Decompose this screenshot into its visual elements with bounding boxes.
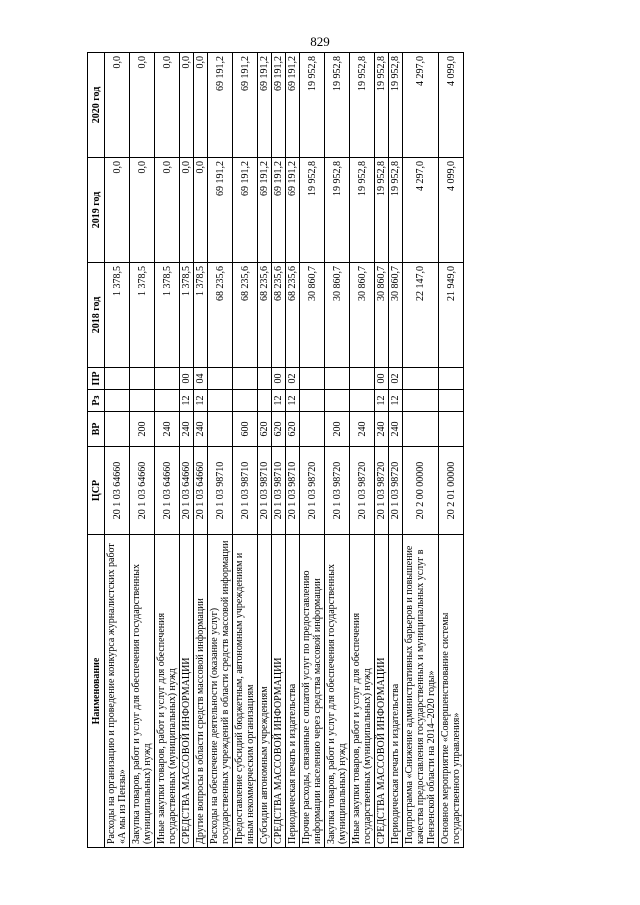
row-csr: 20 1 03 98710 [258,447,272,535]
row-csr: 20 2 00 00000 [403,447,439,535]
row-rz [325,390,350,412]
row-2020: 19 952,8 [350,53,375,158]
row-2019: 69 191,2 [258,158,272,263]
row-vr [300,412,325,447]
row-name: Другие вопросы в области средств массовой информации [194,535,208,848]
table-row [325,53,350,848]
row-pr [439,368,464,390]
row-pr: 04 [194,368,208,390]
row-vr: 600 [233,412,258,447]
row-name: Подпрограмма «Снижение административных барьеров и повышение качества предоставления государственных и муниципальных услуг в Пензенской области на 2014–2020 годы» [403,535,439,848]
row-name: СРЕДСТВА МАССОВОЙ ИНФОРМАЦИИ [180,535,194,848]
row-2020: 19 952,8 [300,53,325,158]
row-2020: 69 191,2 [233,53,258,158]
row-csr: 20 1 03 98710 [286,447,300,535]
row-2020: 69 191,2 [208,53,233,158]
row-csr: 20 1 03 98720 [375,447,389,535]
row-csr: 20 1 03 64660 [105,447,130,535]
row-name: СРЕДСТВА МАССОВОЙ ИНФОРМАЦИИ [272,535,286,848]
row-vr [403,412,439,447]
row-vr: 240 [155,412,180,447]
row-pr [403,368,439,390]
row-name: Основное мероприятие «Совершенствование системы государственного управления» [439,535,464,848]
row-vr: 240 [350,412,375,447]
row-2020: 69 191,2 [258,53,272,158]
row-rz: 12 [180,390,194,412]
row-rz [439,390,464,412]
header-2019: 2019 год [88,158,105,263]
row-pr: 02 [286,368,300,390]
row-pr [300,368,325,390]
row-name: Периодическая печать и издательства [389,535,403,848]
row-name: Иные закупки товаров, работ и услуг для обеспечения государственных (муниципальных) нужд [155,535,180,848]
row-rz: 12 [389,390,403,412]
row-vr [105,412,130,447]
row-2019: 0,0 [130,158,155,263]
row-2019: 0,0 [155,158,180,263]
table-row [258,53,272,848]
row-2018: 1 378,5 [105,263,130,368]
row-2020: 0,0 [130,53,155,158]
header-2020: 2020 год [88,53,105,158]
row-2020: 19 952,8 [325,53,350,158]
row-2018: 68 235,6 [233,263,258,368]
row-csr: 20 1 03 98710 [272,447,286,535]
row-pr: 00 [180,368,194,390]
header-2018: 2018 год [88,263,105,368]
row-2019: 69 191,2 [233,158,258,263]
row-2018: 30 860,7 [389,263,403,368]
table-row [155,53,180,848]
row-vr: 200 [130,412,155,447]
row-name: Субсидии автономным учреждениям [258,535,272,848]
row-2019: 0,0 [194,158,208,263]
table-row [194,53,208,848]
table-header-row [88,53,105,848]
row-name: Прочие расходы, связанные с оплатой услуг по предоставлению информации населению через средства массовой информации [300,535,325,848]
table-row [286,53,300,848]
row-rz [233,390,258,412]
row-name: Расходы на обеспечение деятельности (оказание услуг) государственных учреждений в области средств массовой информации [208,535,233,848]
row-2019: 4 297,0 [403,158,439,263]
row-vr: 240 [389,412,403,447]
row-csr: 20 2 01 00000 [439,447,464,535]
row-2019: 69 191,2 [208,158,233,263]
row-csr: 20 1 03 64660 [180,447,194,535]
row-vr [208,412,233,447]
row-pr [155,368,180,390]
row-rz: 12 [375,390,389,412]
header-name: Наименование [88,535,105,848]
header-csr: ЦСР [88,447,105,535]
row-2019: 19 952,8 [300,158,325,263]
row-rz [300,390,325,412]
table-row [439,53,464,848]
table-row [233,53,258,848]
row-pr: 02 [389,368,403,390]
budget-table [87,52,464,848]
row-pr: 00 [375,368,389,390]
row-csr: 20 1 03 98720 [389,447,403,535]
row-csr: 20 1 03 64660 [194,447,208,535]
row-rz [258,390,272,412]
row-csr: 20 1 03 64660 [155,447,180,535]
row-pr [258,368,272,390]
row-name: Предоставление субсидий бюджетным, автономным учреждениям и иным некоммерческим организациям [233,535,258,848]
row-2018: 30 860,7 [350,263,375,368]
row-2019: 69 191,2 [286,158,300,263]
row-name: Закупка товаров, работ и услуг для обеспечения государственных (муниципальных) нужд [130,535,155,848]
row-2018: 68 235,6 [258,263,272,368]
row-vr: 240 [180,412,194,447]
table-row [389,53,403,848]
row-name: Закупка товаров, работ и услуг для обеспечения государственных (муниципальных) нужд [325,535,350,848]
table-row [375,53,389,848]
table-row [272,53,286,848]
row-2018: 1 378,5 [180,263,194,368]
row-csr: 20 1 03 98710 [208,447,233,535]
row-rz [130,390,155,412]
table-row [403,53,439,848]
row-2019: 0,0 [105,158,130,263]
row-2020: 0,0 [105,53,130,158]
row-2018: 68 235,6 [286,263,300,368]
row-2019: 0,0 [180,158,194,263]
row-rz: 12 [286,390,300,412]
row-pr [350,368,375,390]
row-vr: 240 [194,412,208,447]
row-csr: 20 1 03 64660 [130,447,155,535]
row-rz [208,390,233,412]
table-row [105,53,130,848]
row-2019: 19 952,8 [325,158,350,263]
row-csr: 20 1 03 98720 [325,447,350,535]
row-2020: 19 952,8 [375,53,389,158]
row-2018: 1 378,5 [194,263,208,368]
row-2020: 19 952,8 [389,53,403,158]
row-pr [325,368,350,390]
header-rz: Рз [88,390,105,412]
row-name: Иные закупки товаров, работ и услуг для обеспечения государственных (муниципальных) нужд [350,535,375,848]
row-2020: 0,0 [155,53,180,158]
row-pr [105,368,130,390]
row-csr: 20 1 03 98720 [300,447,325,535]
header-vr: ВР [88,412,105,447]
row-name: Периодическая печать и издательства [286,535,300,848]
row-vr: 200 [325,412,350,447]
row-2018: 1 378,5 [130,263,155,368]
row-2018: 68 235,6 [208,263,233,368]
row-rz: 12 [194,390,208,412]
row-rz: 12 [272,390,286,412]
row-2018: 30 860,7 [375,263,389,368]
table-row [300,53,325,848]
row-2019: 19 952,8 [375,158,389,263]
row-2020: 69 191,2 [286,53,300,158]
row-pr: 00 [272,368,286,390]
row-2020: 0,0 [194,53,208,158]
row-2019: 19 952,8 [389,158,403,263]
row-pr [208,368,233,390]
row-csr: 20 1 03 98720 [350,447,375,535]
budget-table-rotated [87,53,554,848]
row-vr: 620 [272,412,286,447]
row-2018: 68 235,6 [272,263,286,368]
row-2020: 69 191,2 [272,53,286,158]
row-2020: 4 297,0 [403,53,439,158]
row-csr: 20 1 03 98710 [233,447,258,535]
row-2018: 30 860,7 [300,263,325,368]
table-row [130,53,155,848]
row-vr: 620 [286,412,300,447]
row-pr [233,368,258,390]
row-name: СРЕДСТВА МАССОВОЙ ИНФОРМАЦИИ [375,535,389,848]
row-name: Расходы на организацию и проведение конкурса журналистских работ «А мы из Пензы» [105,535,130,848]
row-2019: 69 191,2 [272,158,286,263]
table-body [105,53,464,848]
row-2019: 19 952,8 [350,158,375,263]
row-2018: 1 378,5 [155,263,180,368]
row-vr: 240 [375,412,389,447]
row-2018: 21 949,0 [439,263,464,368]
row-rz [403,390,439,412]
header-pr: ПР [88,368,105,390]
row-rz [350,390,375,412]
table-row [208,53,233,848]
row-2018: 22 147,0 [403,263,439,368]
table-row [350,53,375,848]
row-rz [105,390,130,412]
row-2020: 4 099,0 [439,53,464,158]
row-pr [130,368,155,390]
row-2018: 30 860,7 [325,263,350,368]
row-2019: 4 099,0 [439,158,464,263]
page-number: 829 [310,34,330,49]
table-row [180,53,194,848]
row-vr: 620 [258,412,272,447]
row-vr [439,412,464,447]
row-2020: 0,0 [180,53,194,158]
row-rz [155,390,180,412]
